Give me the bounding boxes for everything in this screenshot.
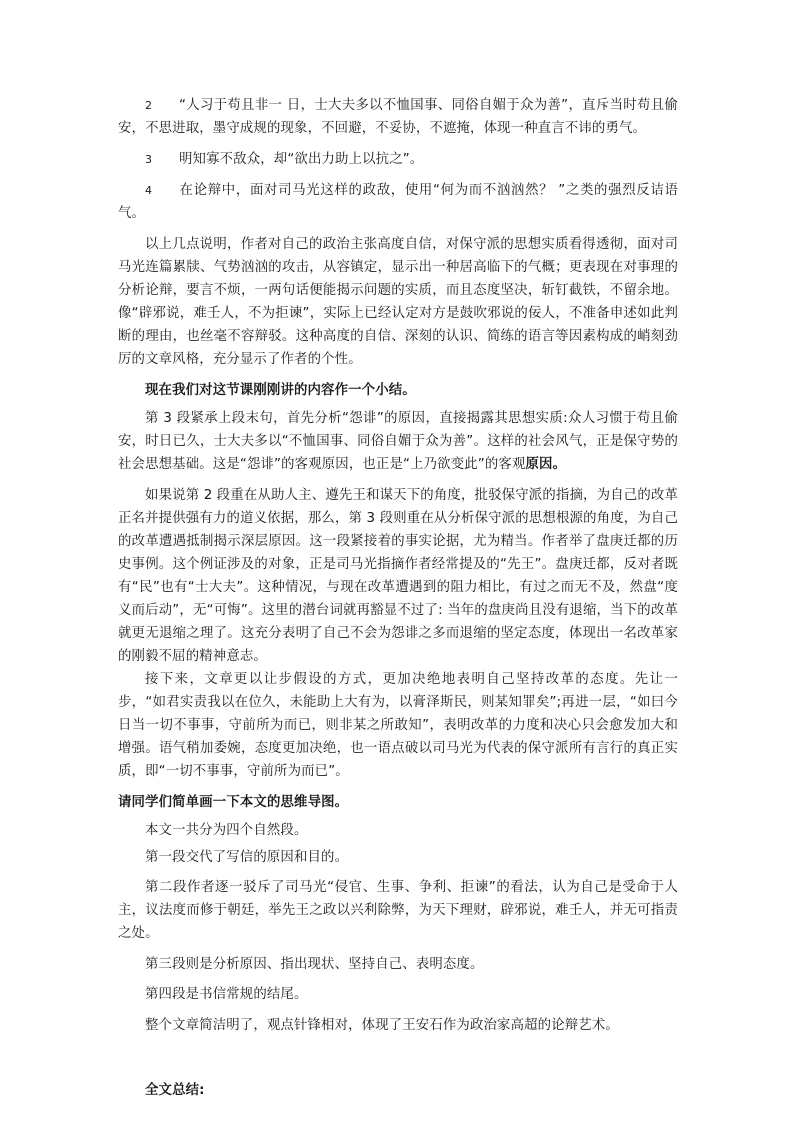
paragraph-section-3	[118, 407, 678, 476]
list-item-3	[118, 148, 678, 171]
paragraph-concession: 接下来，文章更以让步假设的方式，更加决绝地表明自己坚持改革的态度。先让一步，“如君实责我以在位久，未能助上大有为，以膏泽斯民，则某知罪矣”;再进一层，“如曰今日当一切不事事，守前所为而已，则非某之所敢知”，表明改革的力度和决心只会愈发加大和增强。语气稍加委婉，态度更加决绝，也一语点破以司马光为代表的保守派所有言行的真正实质，即“一切不事事，守前所为而已”。	[118, 672, 678, 779]
mindmap-item: 第三段则是分析原因、指出现状、坚持自己、表明态度。	[145, 957, 484, 972]
item-number: 2	[145, 99, 153, 112]
summary-paragraph: 以上几点说明，作者对自己的政治主张高度自信，对保守派的思想实质看得透彻，面对司马光连篇累牍、气势汹汹的攻击，从容镇定，显示出一种居高临下的气概；更表现在对事理的分析论辩，要言不烦，一两句话便能揭示问题的实质，而且态度坚决，斩钉截铁，不留余地。像“辟邪说，难壬人，不为拒谏”，实际上已经认定对方是鼓吹邪说的佞人，不准备申述如此判断的理由，也丝毫不容辩驳。这种高度的自信、深刻的认识、简练的语言等因素构成的峭刻劲厉的文章风格，充分显示了作者的个性。	[118, 237, 678, 367]
mindmap-item: 第一段交代了写信的原因和目的。	[145, 850, 349, 865]
item-text: “人习于苟且非一 日，士大夫多以不恤国事、同俗自媚于众为善”，直斥当时苟且偷安，不思进取，墨守成规的现象，不回避，不妥协，不遮掩，体现一种直言不讳的勇气。	[118, 98, 678, 136]
section-heading-summary: 现在我们对这节课刚刚讲的内容作一个小结。	[145, 383, 416, 398]
paragraph-text: 第 3 段紧承上段末句，首先分析“怨诽”的原因，直接揭露其思想实质:众人习惯于苟且偷安，时日已久，士大夫多以“不恤国事、同俗自媚于众为善”。这样的社会风气，正是保守势的社会思想基础。这是“怨诽”的客观原因，也正是“上乃欲变此”的客观	[118, 411, 678, 472]
mindmap-item: 第四段是书信常规的结尾。	[145, 987, 308, 1002]
mindmap-item: 整个文章简洁明了，观点针锋相对，体现了王安石作为政治家高超的论辩艺术。	[145, 1018, 619, 1033]
item-number: 4	[145, 184, 153, 197]
mindmap-item: 第二段作者逐一驳斥了司马光“侵官、生事、争利、拒谏”的看法，认为自己是受命于人主，议法度而修于朝廷，举先王之政以兴利除弊，为天下理财，辟邪说，难壬人，并无可指责之处。	[118, 880, 678, 941]
paragraph-comparison: 如果说第 2 段重在从助人主、遵先王和谋天下的角度，批驳保守派的指摘，为自己的改革正名并提供强有力的道义依据，那么，第 3 段则重在从分析保守派的思想根源的角度，为自己的改革遭遇抵制揭示深层原因。这一段紧接着的事实论据，尤为精当。作者举了盘庚迁都的历史事例。这个例证涉及的对象，正是司马光指摘作者经常提及的“先王”。盘庚迁都，反对者既有“民”也有“士大夫”。这种情况，与现在改革遭遇到的阻力相比，有过之而无不及，然盘“度义而后动”，无“可悔”。这里的潜台词就再豁显不过了: 当年的盘庚尚且没有退缩，当下的改革就更无退缩之理了。这充分表明了自己不会为怨诽之多而退缩的坚定态度，体现出一名改革家的刚毅不屈的精神意志。	[118, 488, 678, 664]
item-text: 在论辩中，面对司马光这样的政敌，使用“何为而不汹汹然？ ”之类的强烈反诘语气。	[118, 183, 678, 221]
section-heading-total: 全文总结:	[145, 1083, 205, 1098]
paragraph-bold-text: 原因。	[525, 457, 567, 472]
item-text: 明知寡不敌众，却“欲出力助上以抗之”。	[179, 152, 424, 167]
mindmap-item: 本文一共分为四个自然段。	[145, 823, 308, 838]
item-number: 3	[145, 153, 153, 166]
list-item-4	[118, 179, 678, 225]
section-heading-mindmap: 请同学们简单画一下本文的思维导图。	[118, 795, 349, 810]
list-item-2	[118, 94, 678, 140]
